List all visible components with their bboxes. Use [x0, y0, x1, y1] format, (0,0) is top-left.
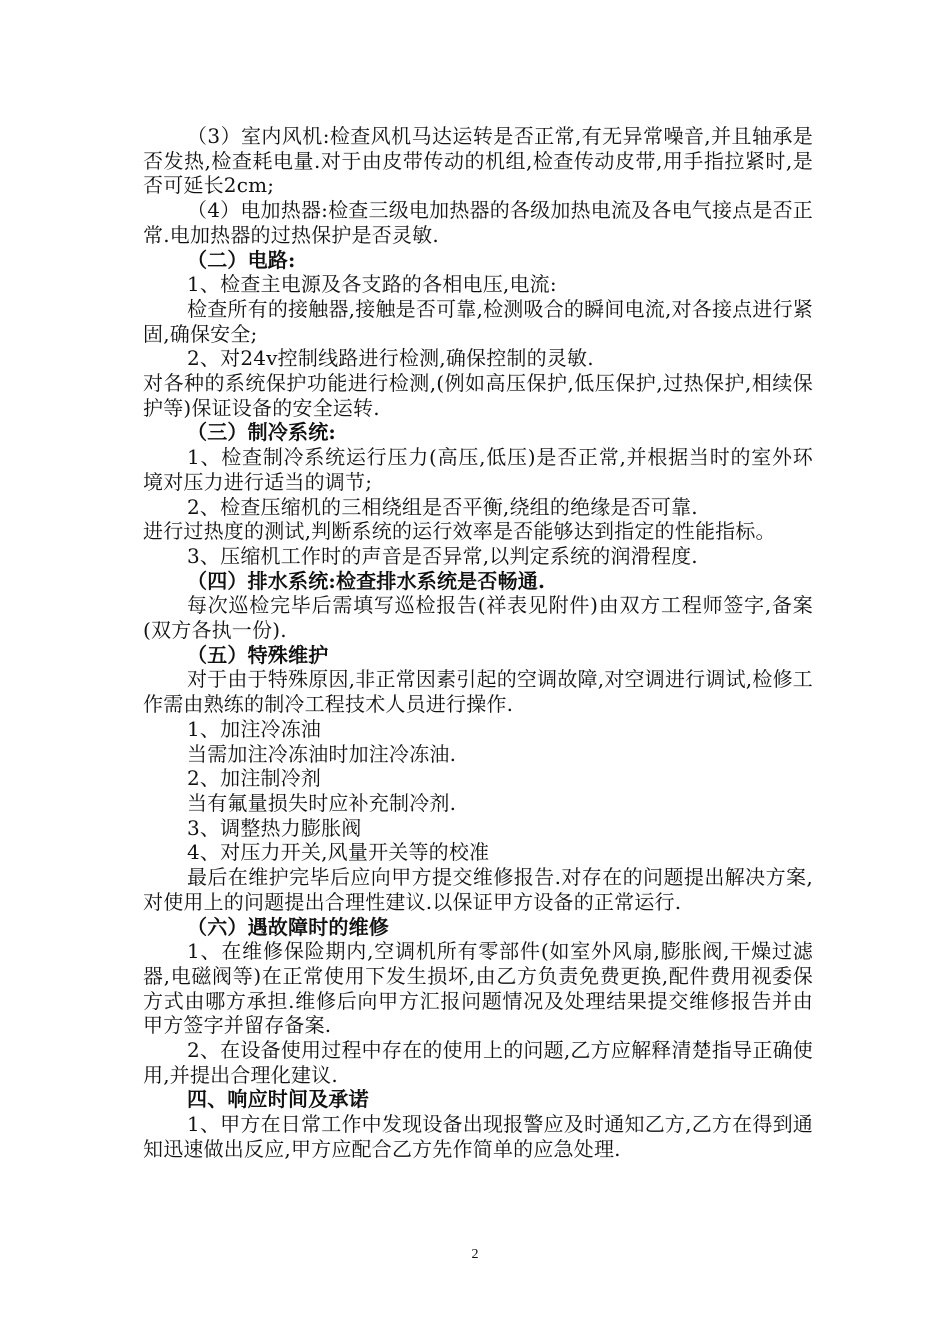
document-body	[143, 124, 813, 1162]
para-circuit-2: 2、对24v控制线路进行检测,确保控制的灵敏.	[187, 346, 594, 371]
heading-special-maintenance: （五）特殊维护	[187, 642, 329, 667]
para-special-1: 1、加注冷冻油	[187, 716, 322, 741]
para-special-2: 2、加注制冷剂	[187, 766, 322, 791]
para-circuit-contactor: 检查所有的接触器,接触是否可靠,检测吸合的瞬间电流,对各接点进行紧固,确保安全;	[143, 296, 813, 346]
heading-drainage: （四）排水系统:检查排水系统是否畅通.	[187, 568, 546, 593]
page-number: 2	[471, 1247, 479, 1262]
para-circuit-protection: 对各种的系统保护功能进行检测,(例如高压保护,低压保护,过热保护,相续保护等)保证设备的安全运转.	[143, 371, 813, 420]
para-refrigeration-3: 3、压缩机工作时的声音是否异常,以判定系统的润滑程度.	[187, 543, 698, 568]
para-fault-2: 2、在设备使用过程中存在的使用上的问题,乙方应解释清楚指导正确使用,并提出合理化建议.	[143, 1038, 813, 1087]
para-refrigeration-2: 2、检查压缩机的三相绕组是否平衡,绕组的绝缘是否可靠.	[187, 494, 698, 519]
para-special-2-desc: 当有氟量损失时应补充制冷剂.	[187, 790, 457, 815]
para-special-intro: 对于由于特殊原因,非正常因素引起的空调故障,对空调进行调试,检修工作需由熟练的制冷工程技术人员进行操作.	[143, 667, 813, 717]
para-special-1-desc: 当需加注冷冻油时加注冷冻油.	[187, 741, 457, 766]
heading-response-time: 四、响应时间及承诺	[187, 1087, 369, 1112]
heading-circuit: （二）电路:	[187, 247, 296, 272]
para-special-3: 3、调整热力膨胀阀	[187, 815, 362, 840]
para-special-4: 4、对压力开关,风量开关等的校准	[187, 840, 490, 865]
para-fault-1: 1、在维修保险期内,空调机所有零部件(如室外风扇,膨胀阀,干燥过滤器,电磁阀等)在正常使用下发生损坏,由乙方负责免费更换,配件费用视委保方式由哪方承担.维修后向甲方汇报问题情况及处理结果提交维修报告并由甲方签字并留存备案.	[143, 939, 813, 1038]
heading-refrigeration: （三）制冷系统:	[187, 420, 336, 445]
para-circuit-1: 1、检查主电源及各支路的各相电压,电流:	[187, 272, 557, 297]
para-refrigeration-superheat: 进行过热度的测试,判断系统的运行效率是否能够达到指定的性能指标。	[143, 519, 776, 544]
para-indoor-fan: （3）室内风机:检查风机马达运转是否正常,有无异常噪音,并且轴承是否发热,检查耗电量.对于由皮带传动的机组,检查传动皮带,用手指拉紧时,是否可延长2cm;	[143, 124, 813, 198]
para-refrigeration-1: 1、检查制冷系统运行压力(高压,低压)是否正常,并根据当时的室外环境对压力进行适当的调节;	[143, 445, 813, 494]
para-inspection-report: 每次巡检完毕后需填写巡检报告(祥表见附件)由双方工程师签字,备案(双方各执一份).	[143, 593, 813, 643]
heading-fault-repair: （六）遇故障时的维修	[187, 914, 389, 939]
para-response-1: 1、甲方在日常工作中发现设备出现报警应及时通知乙方,乙方在得到通知迅速做出反应,甲方应配合乙方先作简单的应急处理.	[143, 1112, 813, 1161]
para-electric-heater: （4）电加热器:检查三级电加热器的各级加热电流及各电气接点是否正常.电加热器的过热保护是否灵敏.	[143, 198, 813, 247]
para-special-report: 最后在维护完毕后应向甲方提交维修报告.对存在的问题提出解决方案,对使用上的问题提出合理性建议.以保证甲方设备的正常运行.	[143, 865, 813, 914]
